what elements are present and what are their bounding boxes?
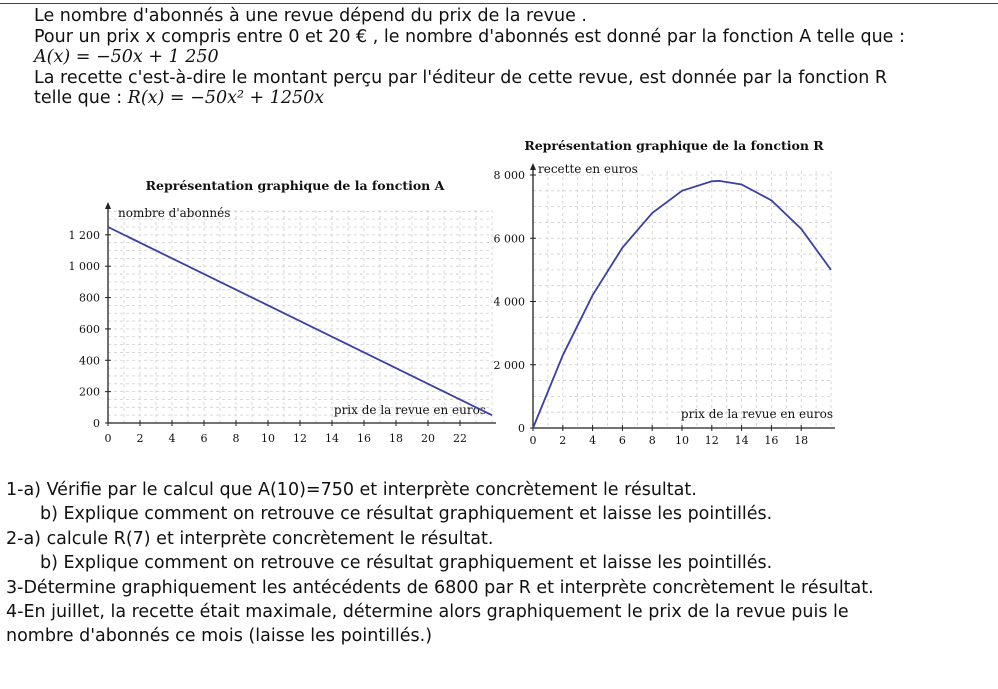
x-tick-label: 8 [232, 432, 240, 445]
top-rule [0, 3, 998, 4]
formula-a: A(x) = −50x + 1 250 [34, 47, 219, 67]
y-tick-label: 0 [518, 422, 525, 435]
y-axis-arrow [105, 202, 111, 209]
x-tick-label: 0 [104, 432, 112, 445]
x-tick-label: 16 [357, 432, 371, 445]
x-tick-label: 12 [293, 432, 307, 445]
intro-line-4 [34, 88, 984, 109]
x-tick-label: 14 [734, 434, 749, 447]
chart-function-a [60, 172, 500, 462]
x-tick-label: 2 [559, 434, 567, 447]
chart-a-svg [60, 172, 500, 462]
question-2b: b) Explique comment on retrouve ce résultat graphiquement et laisse les pointillés. [40, 553, 773, 574]
intro-line-1: Le nombre d'abonnés à une revue dépend du prix de la revue . [34, 6, 587, 26]
questions [6, 478, 991, 649]
x-tick-label: 20 [421, 432, 435, 445]
x-tick-label: 22 [453, 432, 467, 445]
question-4b: nombre d'abonnés ce mois (laisse les pointillés.) [6, 626, 433, 647]
intro-text [34, 6, 984, 109]
y-tick-label: 600 [79, 322, 100, 336]
question-2a: 2-a) calcule R(7) et interprète concrètement le résultat. [6, 528, 494, 549]
x-axis-label: prix de la revue en euros [680, 407, 833, 421]
chart-function-r [490, 138, 850, 448]
question-1b: b) Explique comment on retrouve ce résultat graphiquement et laisse les pointillés. [40, 504, 773, 525]
y-tick-label: 200 [79, 385, 100, 399]
y-axis-label: nombre d'abonnés [118, 206, 231, 220]
x-tick-label: 10 [675, 434, 689, 447]
x-tick-label: 18 [794, 434, 809, 447]
y-tick-label: 400 [79, 354, 100, 368]
x-tick-label: 0 [529, 434, 537, 447]
intro-line-3: La recette c'est-à-dire le montant perçu par l'éditeur de cette revue, est donnée par la fonction R [34, 67, 888, 88]
x-tick-label: 2 [136, 432, 144, 445]
y-tick-label: 8 000 [493, 169, 525, 182]
question-3: 3-Détermine graphiquement les antécédents de 6800 par R et interprète concrètement le résultat. [6, 577, 874, 598]
y-tick-label: 1 000 [68, 260, 100, 274]
x-tick-label: 8 [648, 434, 656, 447]
chart-title: Représentation graphique de la fonction A [145, 178, 445, 193]
y-axis-label: recette en euros [538, 162, 638, 176]
chart-title: Représentation graphique de la fonction R [524, 138, 824, 153]
y-tick-label: 4 000 [493, 295, 525, 309]
y-tick-label: 800 [79, 291, 100, 305]
x-tick-label: 18 [389, 432, 403, 445]
x-tick-label: 10 [261, 432, 275, 445]
intro-line-4-prefix: telle que : [34, 88, 128, 108]
y-tick-label: 2 000 [493, 358, 525, 372]
y-tick-label: 1 200 [68, 228, 100, 242]
x-tick-label: 6 [618, 434, 626, 447]
x-axis-label: prix de la revue en euros [333, 403, 486, 417]
formula-r: R(x) = −50x² + 1250x [127, 88, 325, 108]
x-tick-label: 4 [168, 432, 176, 445]
intro-line-2: Pour un prix x compris entre 0 et 20 € , le nombre d'abonnés est donné par la fonction A telle que : [34, 26, 905, 47]
question-1a: 1-a) Vérifie par le calcul que A(10)=750 et interprète concrètement le résultat. [6, 480, 697, 500]
y-axis-arrow [530, 163, 536, 170]
chart-r-svg [490, 138, 850, 448]
x-tick-label: 6 [200, 432, 208, 445]
x-tick-label: 12 [704, 434, 719, 447]
x-tick-label: 14 [325, 432, 339, 445]
y-tick-label: 0 [93, 417, 100, 430]
y-tick-label: 6 000 [493, 232, 525, 246]
question-4a: 4-En juillet, la recette était maximale, détermine alors graphiquement le prix de la revue puis le [6, 602, 849, 623]
x-tick-label: 4 [589, 434, 597, 447]
x-tick-label: 16 [764, 434, 779, 447]
